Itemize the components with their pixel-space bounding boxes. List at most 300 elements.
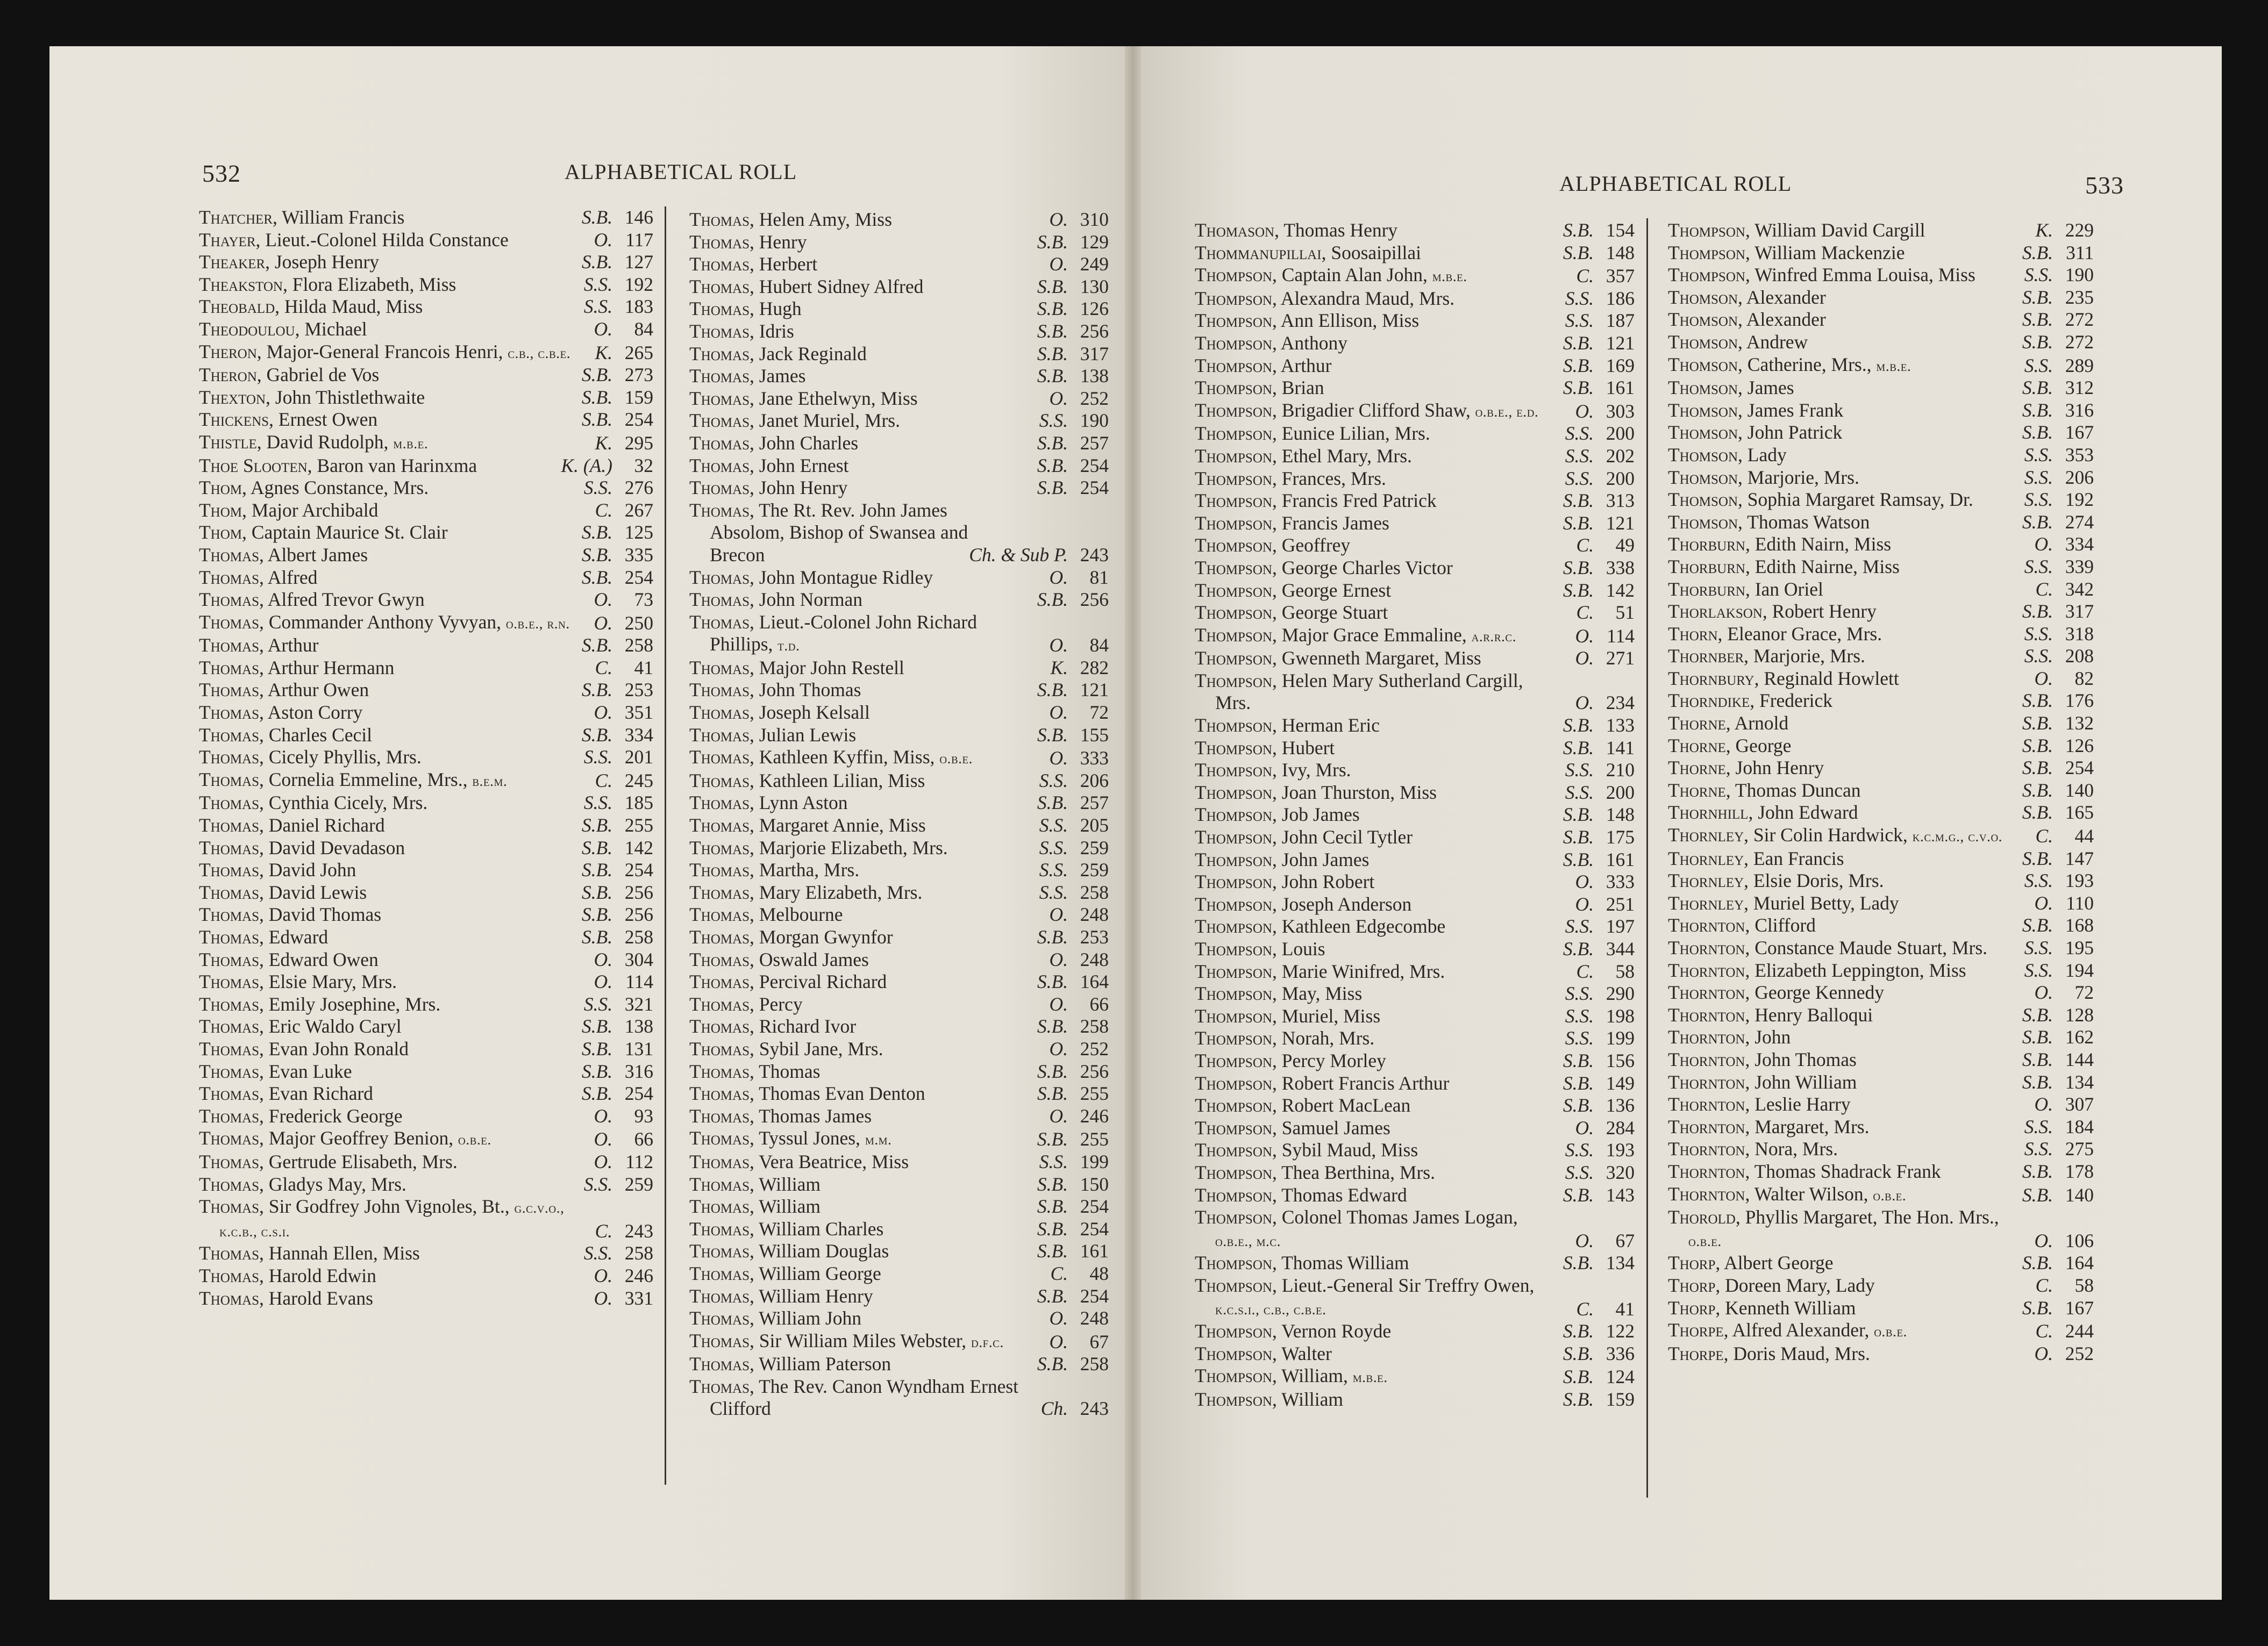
entry-name: Thomson, Andrew: [1668, 331, 1808, 353]
entry-name: Thomas, John Henry: [689, 477, 848, 499]
entry-class: S.S.: [1565, 1005, 1594, 1027]
entry-page-ref: 73: [634, 589, 653, 611]
entry-class: S.S.: [2024, 645, 2053, 667]
entry-surname: Thomas: [199, 656, 259, 678]
entry-page-ref: 344: [1606, 938, 1635, 960]
entry-class: S.B.: [581, 634, 612, 656]
entry-forenames: James: [759, 365, 806, 387]
entry-honours: o.b.e.: [1873, 1186, 1907, 1204]
entry-surname: Thomas: [199, 1196, 259, 1218]
entry-forenames: Evan John Ronald: [268, 1037, 409, 1060]
entry-name: Thomas, William George: [689, 1262, 881, 1284]
entry-name: Thom, Captain Maurice St. Clair: [199, 521, 448, 543]
entry-surname: Thomas: [199, 926, 259, 948]
entry-surname: Thommanupillai: [1195, 241, 1322, 263]
entry-surname: Thomas: [689, 1353, 750, 1375]
entry-surname: Thorn: [1668, 622, 1718, 645]
entry-name: Thompson, Walter: [1195, 1342, 1332, 1364]
entry-page-ref: 200: [1606, 423, 1635, 445]
entry-page-ref: 49: [1615, 534, 1635, 556]
roll-entry: [689, 971, 1109, 993]
entry-page-ref: 198: [1606, 1005, 1635, 1027]
entry-forenames: William,: [1281, 1365, 1348, 1387]
roll-entry: [1668, 242, 2094, 264]
entry-name: Thornton, Constance Maude Stuart, Mrs.: [1668, 937, 1988, 958]
roll-entry: [1668, 690, 2094, 712]
entry-surname: Thomas: [689, 342, 750, 364]
entry-page-ref: 334: [2065, 533, 2094, 555]
entry-page-ref: 256: [1080, 1060, 1109, 1082]
roll-entry: [689, 904, 1109, 926]
entry-surname: Thomas: [199, 792, 259, 814]
entry-class: S.B.: [1037, 342, 1068, 364]
entry-surname: Thomas: [199, 679, 259, 701]
entry-forenames: Joseph Kelsall: [759, 702, 870, 724]
entry-page-ref: 271: [1606, 647, 1635, 669]
roll-entry: [689, 253, 1109, 276]
entry-surname: Thornton: [1668, 1026, 1745, 1048]
entry-class: S.S.: [2024, 264, 2053, 286]
entry-surname: Thompson: [1195, 1365, 1272, 1387]
entry-forenames: Major Geoffrey Benion,: [268, 1127, 454, 1149]
roll-entry: [1195, 759, 1635, 782]
roll-entry: [689, 231, 1109, 254]
entry-class: O.: [1049, 904, 1068, 926]
roll-entry: [1668, 264, 2094, 287]
roll-entry: [199, 611, 653, 635]
entry-page-ref: 317: [1080, 342, 1109, 364]
entry-honours: c.b., c.b.e.: [508, 344, 571, 361]
entry-forenames: Harold Edwin: [268, 1264, 376, 1286]
entry-page-ref: 164: [1080, 971, 1109, 993]
entry-page-ref: 199: [1606, 1027, 1635, 1049]
entry-class: S.B.: [2022, 421, 2053, 443]
entry-surname: Thomas: [689, 656, 750, 678]
entry-surname: Thomson: [1668, 399, 1738, 421]
entry-forenames: Thea Berthina, Mrs.: [1281, 1161, 1435, 1183]
roll-entry: [689, 792, 1109, 814]
entry-page-ref: 67: [1615, 1229, 1635, 1251]
entry-forenames: Marjorie, Mrs.: [1753, 645, 1865, 667]
entry-name: Thompson, May, Miss: [1195, 983, 1363, 1005]
entry-name: Thompson, Samuel James: [1195, 1117, 1390, 1139]
entry-surname: Thompson: [1195, 1388, 1272, 1410]
book-gutter: [1125, 46, 1141, 1600]
entry-page-ref: 313: [1606, 490, 1635, 512]
roll-entry: [1195, 1072, 1635, 1095]
entry-page-ref: 316: [2065, 399, 2094, 421]
entry-class: S.S.: [2024, 937, 2053, 958]
roll-entry: [1668, 444, 2094, 467]
roll-entry: [689, 770, 1109, 792]
entry-name: Thomas, Mary Elizabeth, Mrs.: [689, 881, 923, 903]
entry-name: Thompson, Eunice Lilian, Mrs.: [1195, 423, 1430, 445]
entry-forenames: Edith Nairn, Miss: [1755, 533, 1892, 555]
entry-name: Thomas, Evan John Ronald: [199, 1037, 409, 1060]
entry-name: Thornton, John William: [1668, 1071, 1857, 1093]
entry-name: Thomson, Alexander: [1668, 286, 1826, 308]
entry-page-ref: 197: [1606, 915, 1635, 937]
entry-forenames: Flora Elizabeth, Miss: [292, 273, 457, 295]
entry-class: K.: [2035, 219, 2053, 241]
entry-name: Thomas, Morgan Gwynfor: [689, 926, 893, 948]
entry-forenames: Francis Fred Patrick: [1281, 490, 1437, 512]
entry-name: Thomas, Evan Richard: [199, 1083, 373, 1105]
entry-surname: Thompson: [1195, 781, 1272, 803]
roll-entry: [689, 679, 1109, 702]
entry-page-ref: 210: [1606, 759, 1635, 781]
entry-class: S.B.: [1563, 1049, 1594, 1071]
entry-name: Thom, Major Archibald: [199, 499, 379, 521]
entry-surname: Thomas: [689, 1150, 750, 1172]
entry-name: Thomas, William Charles: [689, 1218, 884, 1240]
entry-surname: Thexton: [199, 386, 266, 408]
entry-forenames: Elizabeth Leppington, Miss: [1755, 959, 1966, 981]
roll-entry: [199, 926, 653, 949]
entry-page-ref: 243: [624, 1220, 653, 1242]
entry-class: S.B.: [581, 543, 612, 566]
entry-page-ref: 136: [1606, 1094, 1635, 1117]
entry-class: S.B.: [2022, 1071, 2053, 1093]
entry-name: Thornley, Sir Colin Hardwick, k.c.m.g., c.v.o.: [1668, 824, 2003, 846]
entry-surname: Thomas: [199, 836, 259, 858]
roll-entry: [689, 1083, 1109, 1105]
entry-honours: k.c.m.g., c.v.o.: [1912, 828, 2003, 845]
entry-name: Thomas, William: [689, 1173, 821, 1195]
roll-entry: [199, 1061, 653, 1083]
entry-forenames: William: [759, 1196, 821, 1218]
entry-class: K.: [595, 432, 612, 454]
entry-name: Thomson, Thomas Watson: [1668, 511, 1870, 533]
entry-name: Thorne, Thomas Duncan: [1668, 779, 1861, 801]
entry-forenames: John Norman: [759, 589, 863, 611]
entry-class: O.: [594, 318, 612, 340]
entry-surname: Theaker: [199, 251, 266, 273]
entry-forenames: Ian Oriel: [1755, 578, 1823, 600]
roll-entry: [199, 1265, 653, 1287]
entry-page-ref: 41: [1615, 1298, 1635, 1320]
entry-surname: Thomas: [199, 746, 259, 768]
entry-honours: o.b.e., m.c.: [1215, 1232, 1281, 1249]
entry-class: S.B.: [2022, 1160, 2053, 1182]
entry-surname: Thomas: [689, 275, 750, 297]
entry-name: Thornley, Elsie Doris, Mrs.: [1668, 870, 1884, 892]
entry-forenames: Elsie Mary, Mrs.: [268, 971, 397, 993]
entry-page-ref: 48: [1089, 1262, 1109, 1284]
entry-name: Thomas, Evan Luke: [199, 1060, 352, 1082]
roll-column-2: [689, 209, 1109, 1420]
entry-name: Thornton, Leslie Harry: [1668, 1093, 1851, 1115]
entry-surname: Thorold: [1668, 1206, 1736, 1228]
entry-class: S.B.: [2022, 1184, 2053, 1206]
entry-name: Thomas, Aston Corry: [199, 702, 363, 724]
entry-class: S.S.: [2024, 870, 2053, 892]
entry-forenames: Aston Corry: [267, 702, 363, 724]
entry-forenames: Hubert: [1281, 736, 1335, 758]
entry-name: Thornton, Elizabeth Leppington, Miss: [1668, 959, 1966, 981]
roll-entry: [199, 1105, 653, 1128]
entry-forenames: John Robert: [1281, 871, 1375, 893]
roll-entry: [689, 1173, 1109, 1196]
roll-entry: [1668, 1252, 2094, 1275]
entry-honours: t.d.: [778, 637, 800, 654]
entry-name: Thomas, Martha, Mrs.: [689, 859, 860, 881]
entry-page-ref: 84: [1089, 634, 1109, 656]
entry-class: K. (A.): [561, 454, 612, 476]
entry-class: S.S.: [1039, 859, 1068, 881]
entry-forenames: Marjorie Elizabeth, Mrs.: [759, 836, 948, 858]
entry-page-ref: 138: [624, 1015, 653, 1037]
roll-entry: [1195, 1275, 1635, 1320]
entry-name: Thornhill, John Edward: [1668, 801, 1858, 824]
entry-name: Thompson, Lieut.-General Sir Treffry Owen, k.c.s.i., c.b., c.b.e.: [1195, 1274, 1535, 1318]
entry-page-ref: 66: [634, 1128, 653, 1150]
entry-name: Thompson, Gwenneth Margaret, Miss: [1195, 647, 1481, 669]
entry-name: Thorne, George: [1668, 734, 1792, 756]
entry-class: S.B.: [2022, 757, 2053, 779]
entry-forenames: Ean Francis: [1753, 847, 1844, 869]
entry-forenames: Francis James: [1281, 512, 1389, 534]
entry-surname: Thorlakson: [1668, 600, 1763, 622]
roll-entry: [689, 1015, 1109, 1038]
entry-name: Thomas, John Charles: [689, 432, 859, 454]
roll-entry: [1195, 1117, 1635, 1140]
entry-class: S.B.: [1563, 332, 1594, 354]
entry-class: C.: [1576, 265, 1594, 287]
entry-page-ref: 335: [624, 543, 653, 566]
entry-forenames: Edward: [268, 926, 329, 948]
entry-surname: Thompson: [1195, 512, 1272, 534]
roll-entry: [689, 410, 1109, 432]
entry-name: Thomas, William Paterson: [689, 1353, 891, 1375]
entry-honours: m.b.e.: [1352, 1369, 1388, 1386]
entry-forenames: Cornelia Emmeline, Mrs.,: [268, 768, 468, 790]
entry-forenames: Evan Luke: [268, 1060, 352, 1082]
entry-class: O.: [2034, 892, 2053, 914]
entry-name: Thompson, John Cecil Tytler: [1195, 826, 1413, 848]
entry-name: Thomas, The Rt. Rev. John James Absolom, Bishop of Swansea and Brecon: [689, 499, 968, 566]
entry-page-ref: 155: [1080, 724, 1109, 746]
entry-page-ref: 144: [2065, 1048, 2094, 1070]
entry-surname: Thorne: [1668, 712, 1726, 734]
entry-class: S.B.: [1563, 1366, 1594, 1388]
entry-surname: Thomson: [1668, 309, 1738, 331]
entry-class: S.S.: [2024, 443, 2053, 466]
entry-surname: Thomas: [199, 1037, 259, 1060]
entry-surname: Thorne: [1668, 734, 1726, 756]
roll-entry: [1668, 309, 2094, 331]
entry-class: S.B.: [1037, 1218, 1068, 1240]
entry-name: Thomas, David John: [199, 859, 356, 881]
roll-entry: [689, 455, 1109, 477]
entry-name: Thompson, Brian: [1195, 377, 1324, 399]
right-page: [1141, 46, 2222, 1600]
entry-name: Thomas, Percy: [689, 993, 803, 1015]
entry-name: Thompson, Muriel, Miss: [1195, 1005, 1381, 1027]
entry-surname: Thompson: [1195, 669, 1272, 691]
entry-name: Thompson, Geoffrey: [1195, 534, 1351, 556]
entry-forenames: Kathleen Lilian, Miss: [759, 769, 925, 791]
entry-class: S.B.: [1037, 1083, 1068, 1105]
entry-class: C.: [1050, 1262, 1068, 1284]
entry-name: Thomas, Thomas James: [689, 1105, 872, 1127]
entry-page-ref: 142: [624, 836, 653, 858]
entry-name: Thomas, Jane Ethelwyn, Miss: [689, 387, 918, 409]
entry-name: Thompson, Joan Thurston, Miss: [1195, 781, 1437, 803]
entry-forenames: David Thomas: [268, 904, 382, 926]
entry-forenames: Anthony: [1280, 332, 1347, 354]
entry-class: S.B.: [2022, 734, 2053, 756]
entry-forenames: Robert Francis Arthur: [1281, 1072, 1450, 1094]
entry-forenames: Kenneth William: [1725, 1297, 1856, 1319]
entry-page-ref: 248: [1080, 948, 1109, 970]
entry-class: S.S.: [2024, 959, 2053, 981]
entry-page-ref: 205: [1080, 814, 1109, 836]
roll-entry: [1195, 1184, 1635, 1207]
entry-class: S.B.: [2022, 309, 2053, 331]
entry-forenames: Thomas Edward: [1281, 1184, 1407, 1206]
entry-name: Thomas, Arthur Hermann: [199, 656, 395, 678]
entry-forenames: Gertrude Elisabeth, Mrs.: [268, 1150, 458, 1172]
entry-forenames: Thomas William: [1281, 1252, 1409, 1274]
roll-entry: [1195, 579, 1635, 602]
entry-surname: Thornton: [1668, 1115, 1745, 1137]
entry-forenames: Louis: [1281, 938, 1325, 960]
entry-class: O.: [1575, 893, 1594, 915]
entry-page-ref: 162: [2065, 1026, 2094, 1048]
roll-entry: [689, 477, 1109, 499]
roll-entry: [1195, 826, 1635, 849]
entry-page-ref: 67: [1089, 1330, 1109, 1352]
entry-name: Thomas, Edward Owen: [199, 948, 379, 970]
entry-class: S.B.: [1037, 231, 1068, 253]
entry-forenames: David Devadason: [268, 836, 405, 858]
entry-class: S.B.: [1563, 219, 1594, 241]
entry-class: C.: [2035, 825, 2053, 847]
entry-page-ref: 134: [2065, 1071, 2094, 1093]
entry-name: Thompson, Francis James: [1195, 512, 1389, 534]
entry-forenames: John Patrick: [1747, 421, 1843, 443]
entry-class: O.: [1049, 993, 1068, 1015]
entry-page-ref: 84: [634, 318, 653, 340]
entry-class: S.B.: [1037, 1353, 1068, 1375]
entry-name: Thompson, Vernon Royde: [1195, 1320, 1392, 1342]
roll-column-2: [1668, 219, 2094, 1365]
roll-entry: [689, 926, 1109, 949]
entry-honours: m.b.e.: [393, 434, 429, 452]
roll-entry: [1668, 848, 2094, 870]
entry-forenames: Margaret Annie, Miss: [759, 814, 926, 836]
entry-class: S.B.: [2022, 690, 2053, 712]
entry-surname: Thompson: [1195, 579, 1272, 601]
entry-surname: Thompson: [1195, 1094, 1272, 1117]
entry-surname: Thomas: [199, 566, 259, 588]
entry-surname: Thornley: [1668, 892, 1744, 914]
entry-page-ref: 244: [2065, 1320, 2094, 1342]
entry-surname: Thompson: [1668, 219, 1745, 241]
roll-entry: [199, 1196, 653, 1242]
entry-surname: Thomson: [1668, 466, 1738, 488]
entry-surname: Thomas: [199, 589, 259, 611]
roll-entry: [199, 1083, 653, 1105]
entry-forenames: Norah, Mrs.: [1281, 1027, 1375, 1049]
entry-surname: Thompson: [1668, 241, 1745, 263]
entry-forenames: Alexander: [1746, 309, 1826, 331]
entry-class: S.B.: [581, 881, 612, 903]
roll-entry: [1668, 533, 2094, 556]
entry-page-ref: 142: [1606, 579, 1635, 601]
roll-entry: [1195, 915, 1635, 938]
entry-name: Thomason, Thomas Henry: [1195, 219, 1398, 241]
entry-page-ref: 156: [1606, 1049, 1635, 1071]
entry-surname: Thoe Slooten: [199, 454, 308, 476]
entry-forenames: Cynthia Cicely, Mrs.: [268, 792, 428, 814]
entry-class: S.B.: [1563, 826, 1594, 848]
entry-honours: m.m.: [865, 1131, 892, 1148]
roll-entry: [199, 882, 653, 904]
entry-name: Thornley, Muriel Betty, Lady: [1668, 892, 1899, 914]
roll-entry: [1195, 1252, 1635, 1275]
entry-class: O.: [594, 1128, 612, 1150]
entry-name: Thomas, Hubert Sidney Alfred: [689, 275, 924, 297]
entry-forenames: Gladys May, Mrs.: [268, 1173, 406, 1195]
entry-class: S.B.: [1563, 377, 1594, 399]
entry-class: S.B.: [2022, 377, 2053, 399]
entry-page-ref: 140: [2065, 779, 2094, 801]
entry-forenames: Evan Richard: [268, 1083, 373, 1105]
entry-surname: Thomas: [689, 948, 750, 970]
entry-page-ref: 82: [2074, 667, 2094, 689]
entry-name: Thorp, Doreen Mary, Lady: [1668, 1274, 1875, 1296]
roll-entry: [199, 993, 653, 1016]
roll-entry: [1195, 512, 1635, 535]
entry-forenames: Soosaipillai: [1331, 241, 1421, 263]
entry-forenames: John Cecil Tytler: [1281, 826, 1413, 848]
entry-honours: m.b.e.: [1876, 357, 1912, 374]
entry-surname: Thorndike: [1668, 690, 1750, 712]
entry-name: Thompson, Major Grace Emmaline, a.r.r.c.: [1195, 624, 1517, 646]
entry-page-ref: 353: [2065, 443, 2094, 466]
entry-forenames: Thomas James: [759, 1105, 872, 1127]
entry-forenames: Brian: [1281, 377, 1324, 399]
entry-page-ref: 316: [624, 1060, 653, 1082]
roll-entry: [1668, 735, 2094, 757]
entry-name: Thomas, Arthur: [199, 634, 319, 656]
entry-class: S.S.: [1565, 759, 1594, 781]
entry-surname: Thomas: [689, 1105, 750, 1127]
entry-name: Thomas, Edward: [199, 926, 329, 948]
entry-page-ref: 229: [2065, 219, 2094, 241]
roll-entry: [1668, 1004, 2094, 1027]
entry-page-ref: 125: [624, 521, 653, 543]
entry-name: Thomson, Catherine, Mrs., m.b.e.: [1668, 353, 1912, 375]
entry-class: S.S.: [2024, 555, 2053, 577]
entry-name: Thornton, Clifford: [1668, 914, 1816, 936]
entry-forenames: Mary Elizabeth, Mrs.: [759, 881, 923, 903]
entry-page-ref: 254: [624, 1083, 653, 1105]
roll-entry: [199, 1127, 653, 1151]
entry-page-ref: 121: [1606, 332, 1635, 354]
entry-name: Thomas, Idris: [689, 320, 794, 342]
entry-name: Thomas, Joseph Kelsall: [689, 702, 870, 724]
roll-entry: [1668, 757, 2094, 779]
entry-name: Thomas, William Henry: [689, 1285, 873, 1307]
entry-surname: Thomas: [689, 1127, 750, 1149]
entry-page-ref: 128: [2065, 1004, 2094, 1026]
entry-page-ref: 246: [1080, 1105, 1109, 1127]
entry-class: O.: [1575, 647, 1594, 669]
entry-class: S.S.: [1039, 1150, 1068, 1172]
